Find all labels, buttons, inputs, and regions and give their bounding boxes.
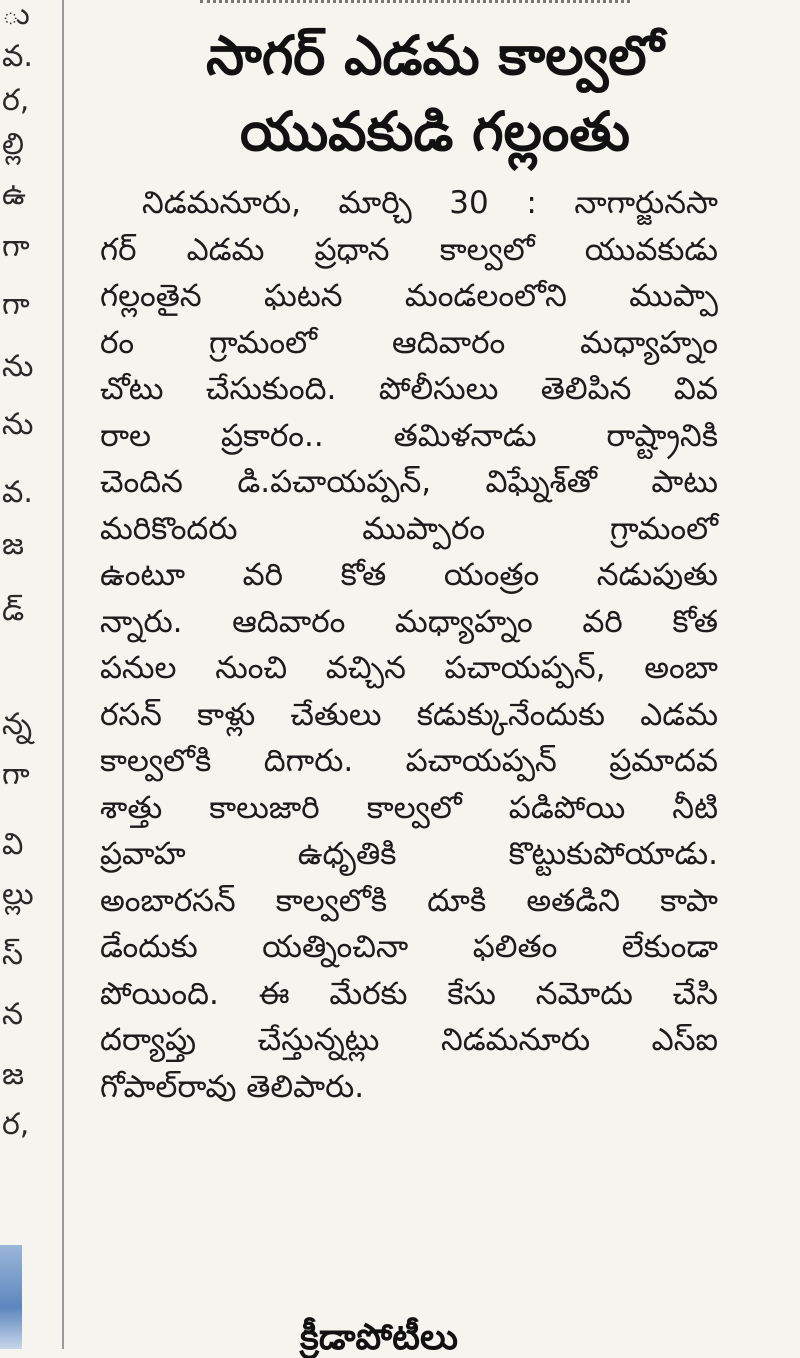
left-fragment: వ. [2,39,33,74]
left-fragment: గా [2,287,30,322]
body-line: నిడమనూరు, మార్చి 30 : నాగార్జునసా [142,185,718,221]
left-fragment: ు [2,0,30,32]
left-fragment: జ [2,1057,24,1092]
left-fragment: ర, [2,83,30,118]
column-rule [62,0,64,1349]
top-cut-text-edge [200,0,630,11]
body-line: ప్రవాహ ఉధృతికి కొట్టుకుపోయాడు. [100,836,718,872]
body-line: రాల ప్రకారం.. తమిళనాడు రాష్ట్రానికి [100,417,718,454]
body-line: కాల్వలోకి దిగారు. పచాయప్పన్ ప్రమాదవ [100,743,718,779]
left-fragment: గా [2,757,30,792]
body-line: శాత్తు కాలుజారి కాల్వలో పడిపోయి నీటి [100,789,718,826]
left-fragment: గా [2,229,30,264]
left-fragment: ఉ [2,177,26,212]
left-fragment: ను [2,349,34,384]
headline-line-1: సాగర్ ఎడమ కాల్వలో [206,24,664,87]
body-line: గల్లంతైన ఘటన మండలంలోని ముప్పా [100,278,718,314]
body-line: అంబారసన్ కాల్వలోకి దూకి అతడిని కాపా [100,882,718,919]
body-line: పోయింది. ఈ మేరకు కేసు నమోదు చేసి [100,975,718,1012]
body-line: పనుల నుంచి వచ్చిన పచాయప్పన్, అంబా [100,650,718,686]
body-line: ఉంటూ వరి కోత యంత్రం నడుపుతు [100,557,718,593]
left-fragment: ను [2,407,34,442]
left-fragment: జ [2,527,24,562]
body-line: రసన్ కాళ్లు చేతులు కడుక్కునేందుకు ఎడమ [100,696,718,733]
body-line: మరికొందరు ముప్పారం గ్రామంలో [100,510,718,547]
photo-fragment [0,1245,22,1349]
next-article-heading: క్రీడాపోటీలు [300,1317,458,1358]
body-line: చెందిన డి.పచాయప్పన్, విఘ్నేశ్‌తో పాటు [100,464,718,500]
left-fragment: ల్లి [2,127,24,162]
body-line: న్నారు. ఆదివారం మధ్యాహ్నం వరి కోత [100,603,718,640]
left-column-fragments [0,0,58,1349]
left-fragment: వ. [2,475,33,510]
body-line: డేందుకు యత్నించినా ఫలితం లేకుండా [100,929,718,965]
body-line: గర్ ఎడమ ప్రధాన కాల్వలో యువకుడు [100,231,718,268]
article-body [100,180,718,1110]
left-fragment: డ్ [2,593,25,628]
body-line: రం గ్రామంలో ఆదివారం మధ్యాహ్నం [100,324,718,361]
body-line: చోటు చేసుకుంది. పోలీసులు తెలిపిన వివ [100,371,718,407]
left-fragment: ల్లు [2,877,34,912]
left-fragment: వి [2,827,24,862]
body-line: గోపాల్‌రావు తెలిపారు. [100,1068,365,1105]
left-fragment: స్ [2,937,24,972]
left-fragment: ర, [2,1107,30,1142]
headline [90,18,780,170]
headline-line-2: యువకుడి గల్లంతు [240,100,630,163]
left-fragment: న్న [2,707,32,742]
left-fragment: న [2,997,24,1032]
body-line: దర్యాప్తు చేస్తున్నట్లు నిడమనూరు ఎస్ఐ [100,1022,718,1058]
